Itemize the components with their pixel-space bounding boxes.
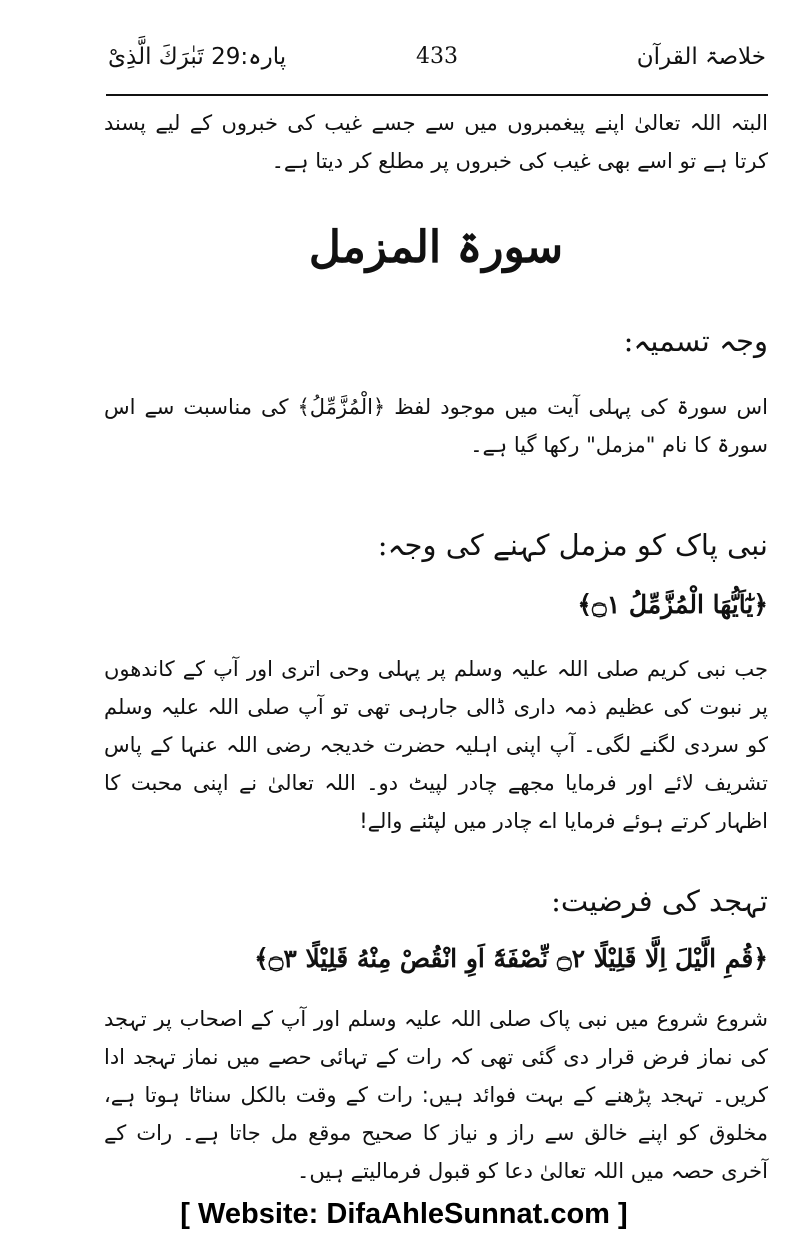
book-title: خلاصۃ القرآن (636, 44, 766, 70)
surah-title: سورۃ المزمل (308, 222, 564, 273)
quran-verse-1: ﴿يٰٓاَيُّهَا الْمُزَّمِّلُ ۝١﴾ (577, 590, 768, 619)
section-paragraph-muzzammil: جب نبی کریم صلی اللہ علیہ وسلم پر پہلی وحی اتری اور آپ کے کاندھوں پر نبوت کی عظیم ذمہ داری ڈالی جارہی تھی تو آپ صلی اللہ علیہ وسلم کو سردی لگنے لگی۔ آپ اپنی اہلیہ حضرت خدیجہ رضی اللہ عنہا کے پاس تشریف لائے اور فرمایا مجھے چادر لپیٹ دو۔ اللہ تعالیٰ نے اپنی محبت کا اظہار کرتے ہوئے فرمایا اے چادر میں لپٹنے والے! (104, 657, 768, 833)
section-paragraph-tahajjud: شروع شروع میں نبی پاک صلی اللہ علیہ وسلم اور آپ کے اصحاب پر تہجد کی نماز فرض قرار دی گئی تھی کہ رات کے تہائی حصے میں نماز تہجد ادا کریں۔ تہجد پڑھنے کے بہت فوائد ہیں: رات کے وقت بالکل سناٹا ہوتا ہے، مخلوق کو اپنے خالق سے راز و نیاز کا صحیح موقع مل جاتا ہے۔ رات کے آخری حصہ میں اللہ تعالیٰ دعا کو قبول فرمالیتے ہیں۔ (104, 1007, 768, 1183)
website-footer: [ Website: DifaAhleSunnat.com ] (180, 1198, 628, 1230)
intro-paragraph: البتہ اللہ تعالیٰ اپنے پیغمبروں میں سے جسے غیب کی خبروں کے لیے پسند کرتا ہے تو اسے بھی غیب کی خبروں پر مطلع کر دیتا ہے۔ (104, 111, 768, 173)
header-divider (106, 94, 768, 96)
section-heading-naming: وجہ تسمیہ: (623, 324, 768, 358)
page-number: 433 (416, 44, 458, 69)
section-heading-muzzammil: نبی پاک کو مزمل کہنے کی وجہ: (377, 528, 768, 562)
section-paragraph-naming: اس سورۃ کی پہلی آیت میں موجود لفظ ﴿الْمُزَّمِّلُ﴾ کی مناسبت سے اس سورۃ کا نام "مزمل" رکھا گیا ہے۔ (104, 395, 768, 457)
quran-verse-2-3: ﴿قُمِ الَّيْلَ اِلَّا قَلِيْلًا ۝٢ نِّصْفَهٗٓ اَوِ انْقُصْ مِنْهُ قَلِيْلًا ۝٣﴾ (254, 944, 768, 973)
juz-label: پارہ:29 تَبٰرَكَ الَّذِىْ (108, 44, 287, 70)
section-heading-tahajjud: تہجد کی فرضیت: (551, 884, 768, 918)
running-header (108, 44, 766, 84)
